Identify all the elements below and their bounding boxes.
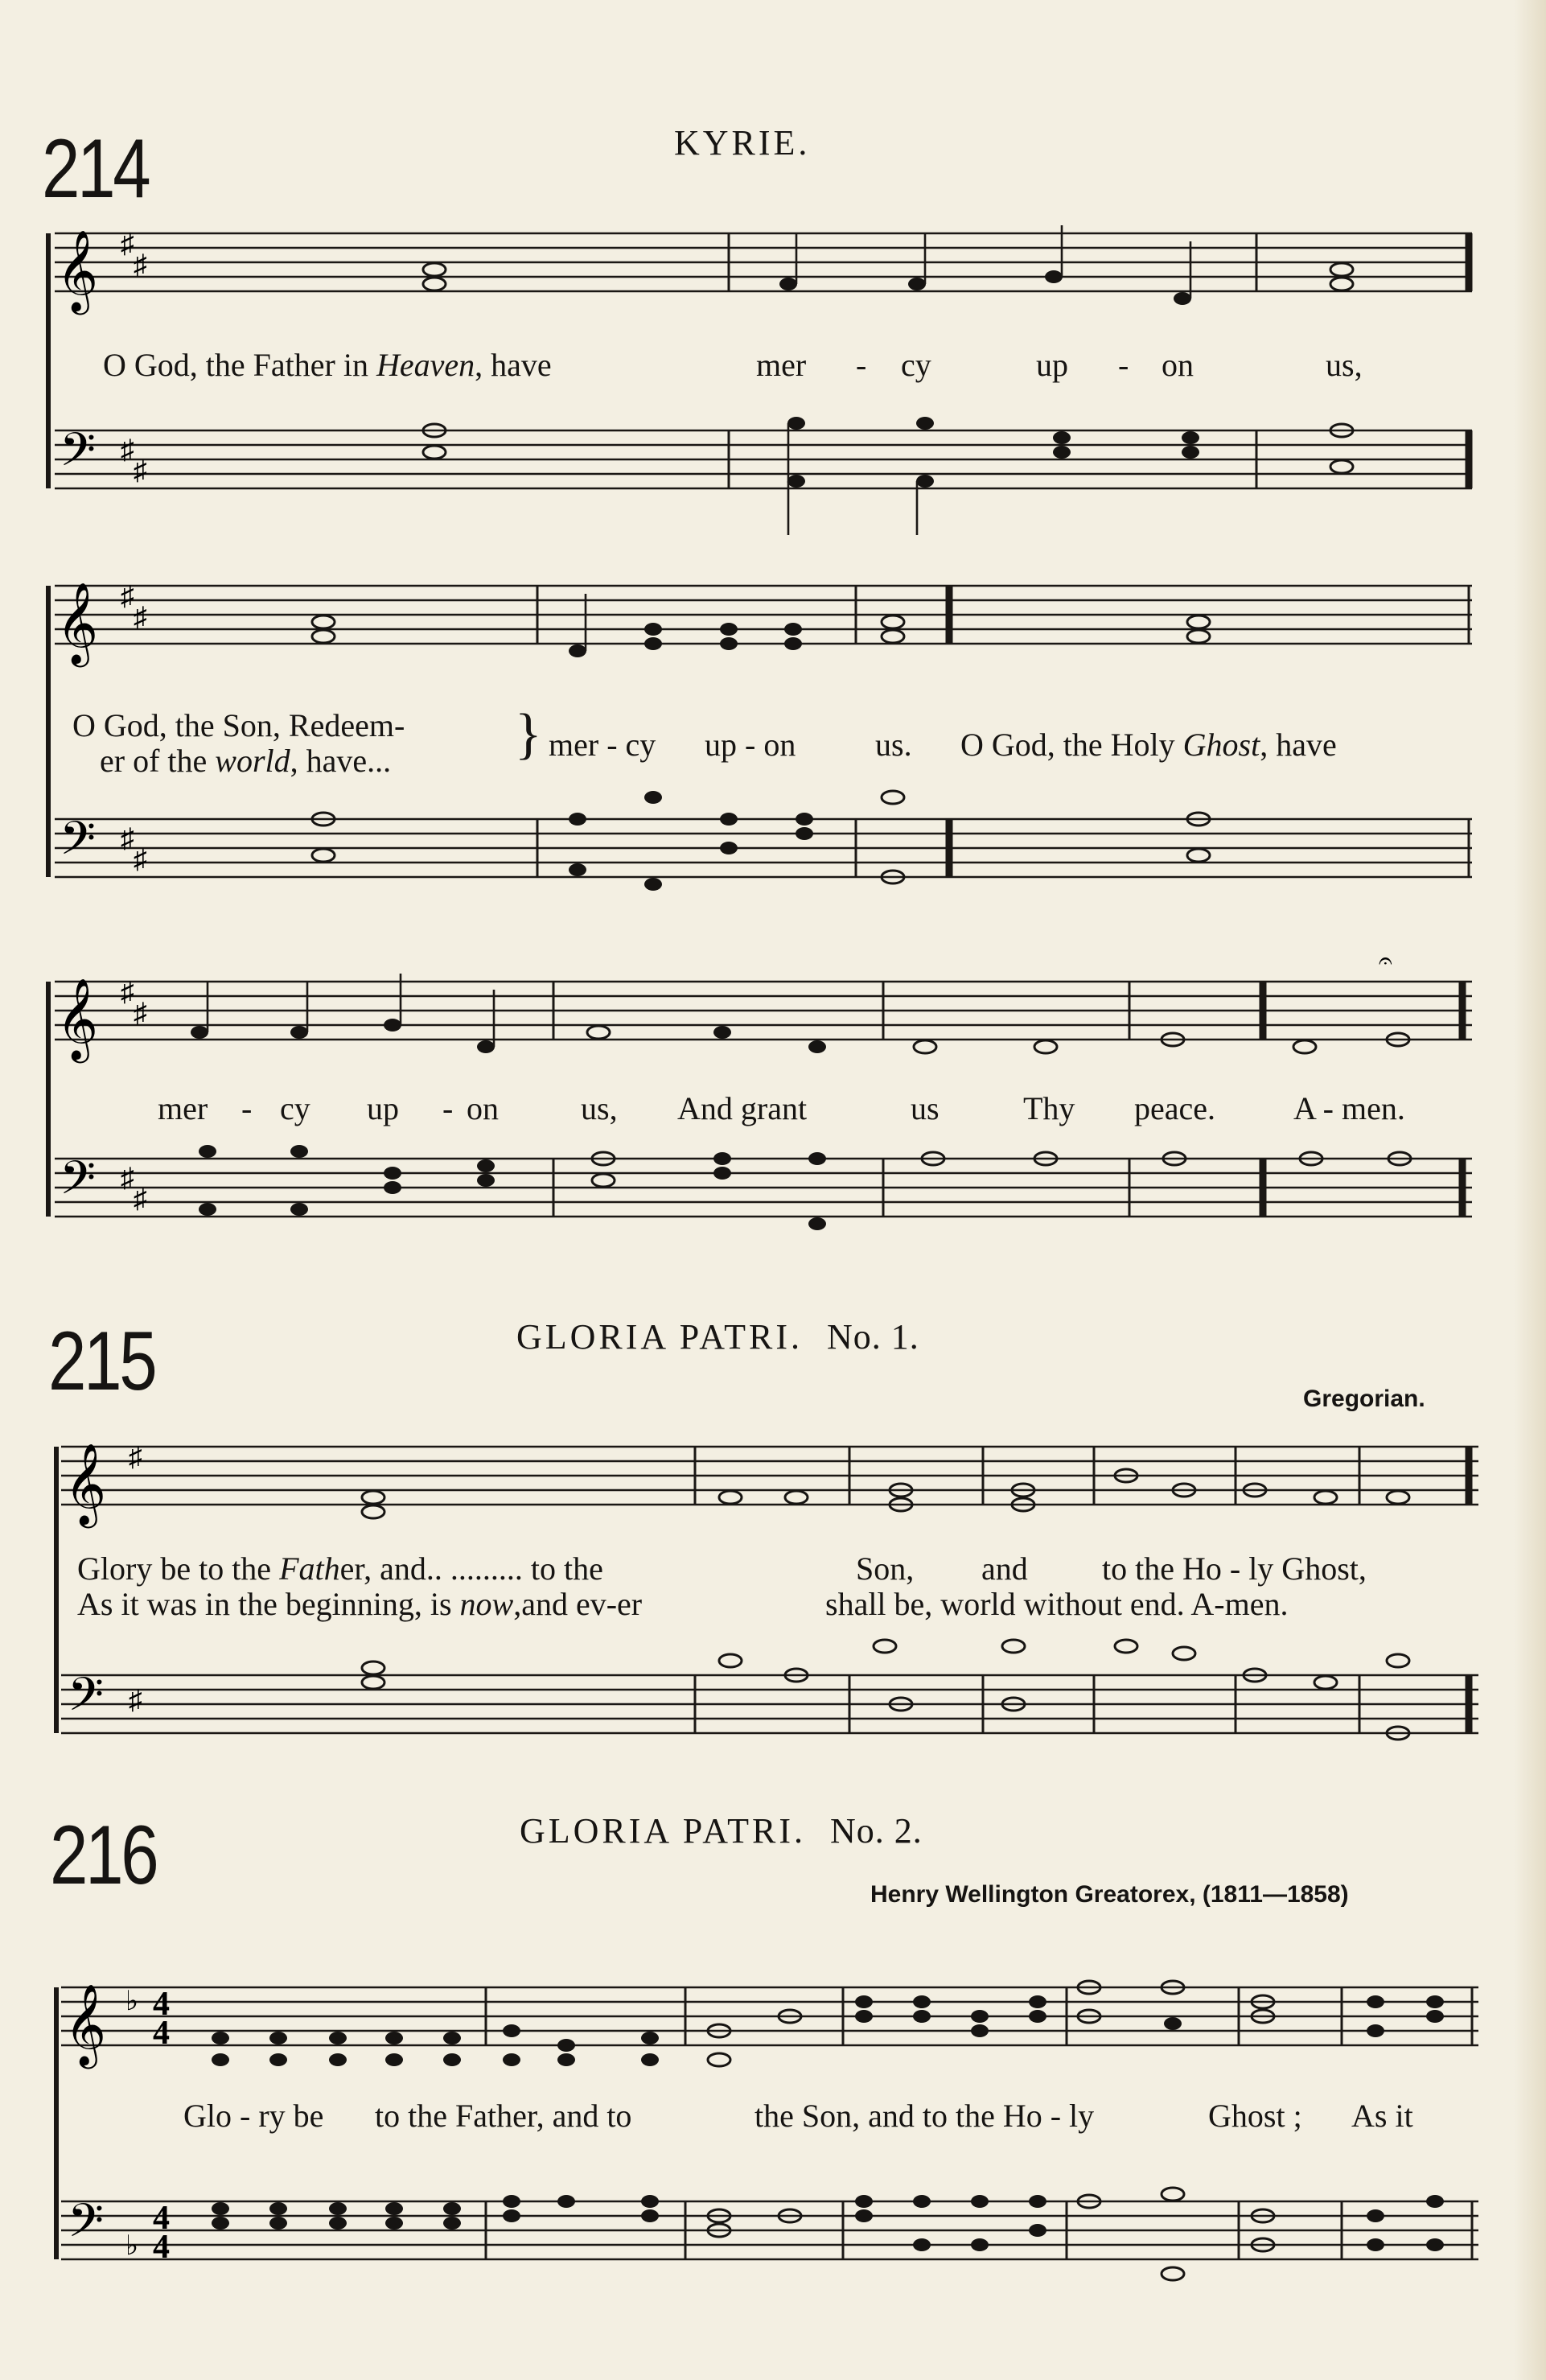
lyric-syllable: mer [756,347,807,383]
lyric-line: er of the world, have... [100,743,392,779]
treble-clef-icon: 𝄞 [56,581,99,664]
fermata-icon: 𝄐 [1379,949,1392,974]
hymn-number: 216 [50,1809,157,1902]
lyric-syllable: the Son, and to the Ho - ly [754,2098,1095,2134]
lyric-syllable: cy [901,347,931,383]
time-signature-top: 4 [153,2200,170,2237]
sharp-icon: ♯ [134,999,147,1028]
sharp-icon: ♯ [121,582,134,611]
hymn-title: GLORIA PATRI. No. 1. [516,1317,919,1357]
lyric-syllable: to the Ho - ly Ghost, [1102,1550,1367,1587]
lyric-syllable: Glo - ry be [183,2098,324,2134]
lyric-line: O God, the Holy Ghost, have [960,727,1337,763]
lyric-syllable: mer [158,1090,208,1126]
sharp-icon: ♯ [134,1184,147,1214]
lyric-syllable: and [981,1550,1028,1587]
lyric-brace-icon: } [515,703,542,765]
time-signature-top: 4 [153,1986,170,2023]
lyric-syllable: Thy [1023,1090,1075,1126]
treble-clef-icon: 𝄞 [64,1442,107,1525]
composer-credit: Gregorian. [1303,1386,1425,1412]
bass-clef-icon: 𝄢 [68,2193,105,2259]
bass-staff [61,1675,1478,1733]
lyric-syllable: up [367,1090,399,1126]
hymn-title: GLORIA PATRI. No. 2. [520,1811,923,1851]
lyric-syllable: - [241,1090,253,1126]
lyric-syllable: on [1162,347,1194,383]
lyric-line: Glory be to the Father, and.. ......... to the [77,1550,603,1587]
lyric-syllable: Ghost ; [1208,2098,1302,2134]
lyric-syllable: cy [280,1090,310,1126]
sharp-icon: ♯ [129,1443,142,1472]
sharp-icon: ♯ [134,456,147,486]
treble-clef-icon: 𝄞 [56,229,99,311]
lyric-syllable: us, [1326,347,1363,383]
lyric-syllable: - [1118,347,1129,383]
treble-staff [55,586,1472,644]
lyric-syllable: us, [581,1090,618,1126]
treble-clef-icon: 𝄞 [64,1983,107,2065]
hymn-number: 215 [48,1315,155,1408]
bass-staff [55,430,1472,488]
lyric-syllable: us. [875,727,912,763]
lyric-syllable: peace. [1134,1090,1216,1126]
bass-clef-icon: 𝄢 [60,422,97,488]
hymn-number: 214 [42,122,149,216]
lyric-syllable: shall be, world without end. A-men. [825,1586,1289,1622]
sharp-icon: ♯ [121,435,134,465]
sharp-icon: ♯ [134,603,147,632]
lyric-line: As it was in the beginning, is now,and ev-er [77,1586,643,1622]
bass-staff [55,819,1472,877]
flat-icon: ♭ [125,1987,139,2016]
lyric-syllable: And grant [677,1090,808,1126]
time-signature-bottom: 4 [153,2229,170,2266]
bass-clef-icon: 𝄢 [60,811,97,877]
lyric-syllable: us [911,1090,940,1126]
treble-clef-icon: 𝄞 [56,977,99,1060]
sharp-icon: ♯ [121,1163,134,1193]
lyric-line: O God, the Son, Redeem- [72,707,405,743]
composer-credit: Henry Wellington Greatorex, (1811—1858) [870,1881,1349,1908]
lyric-syllable: Son, [856,1550,915,1587]
music-system [0,217,1546,555]
treble-staff [61,1447,1478,1505]
lyric-syllable: mer - cy [549,727,656,763]
lyric-syllable: A - men. [1293,1090,1405,1126]
sharp-icon: ♯ [129,1686,142,1715]
sharp-icon: ♯ [134,845,147,875]
sharp-icon: ♯ [121,229,134,259]
sharp-icon: ♯ [121,978,134,1007]
lyric-syllable: up - on [705,727,796,763]
treble-staff [55,233,1472,291]
lyric-syllable: up [1036,347,1068,383]
sharp-icon: ♯ [134,250,147,280]
hymn-title: KYRIE. [674,123,811,163]
sharp-icon: ♯ [121,824,134,854]
lyric-syllable: on [467,1090,499,1126]
bass-clef-icon: 𝄢 [68,1667,105,1733]
lyric-syllable: - [442,1090,454,1126]
flat-icon: ♭ [125,2231,139,2261]
lyric-syllable: - [856,347,867,383]
lyric-syllable: to the Father, and to [375,2098,632,2134]
lyric-syllable: As it [1351,2098,1413,2134]
lyric-line: O God, the Father in Heaven, have [103,347,552,383]
time-signature-bottom: 4 [153,2015,170,2052]
bass-clef-icon: 𝄢 [60,1151,97,1217]
